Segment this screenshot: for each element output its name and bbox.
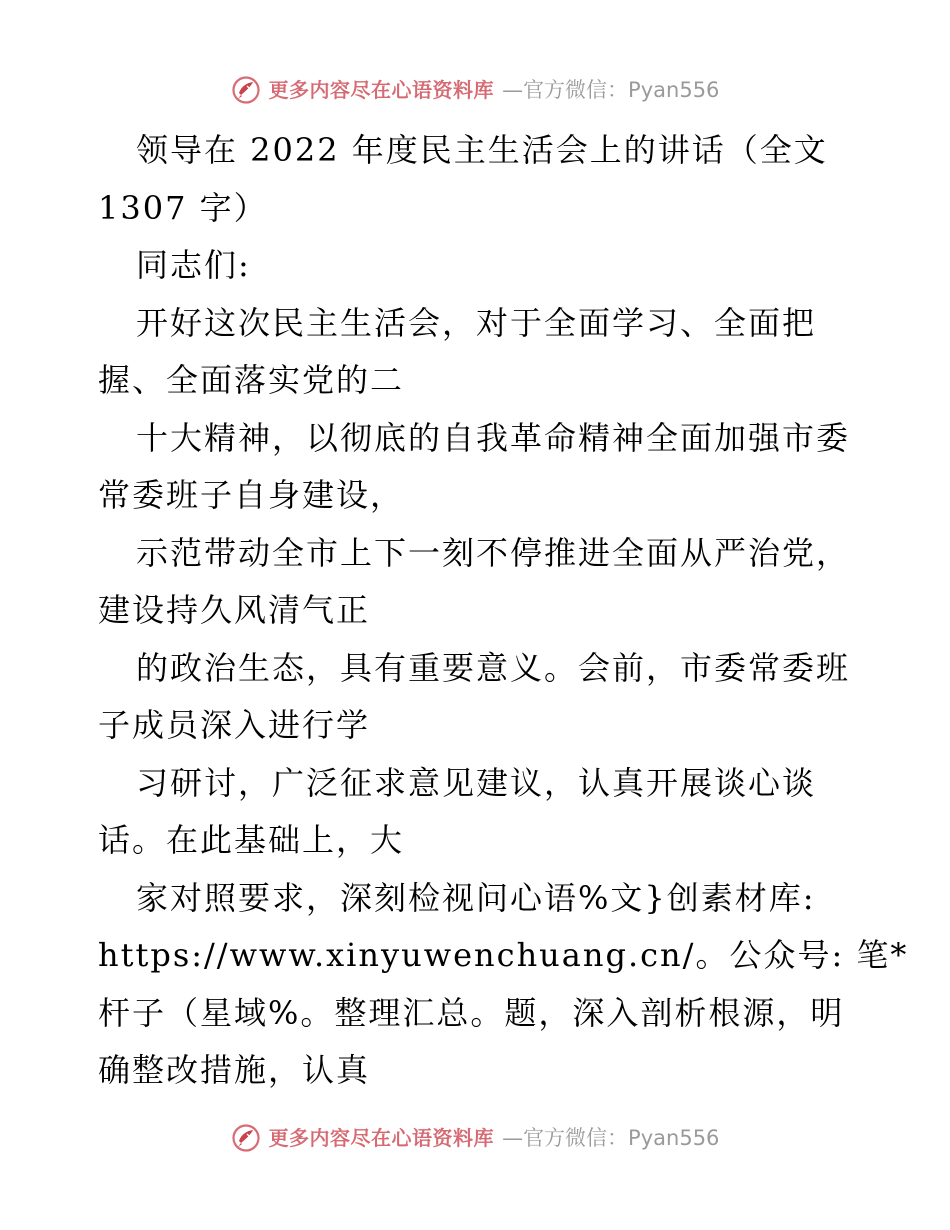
body-line: 建设持久风清气正 — [98, 591, 371, 629]
body-line: 的政治生态，具有重要意义。会前，市委常委班 — [136, 648, 851, 687]
header-watermark — [0, 70, 950, 110]
body-line: 领导在 2022 年度民主生活会上的讲话（全文 — [136, 131, 828, 169]
body-line: 握、全面落实党的二 — [98, 361, 405, 399]
footer-watermark — [0, 1118, 950, 1158]
body-line: 常委班子自身建设， — [98, 476, 405, 514]
body-line: 杆子（星域%。整理汇总。题，深入剖析根源，明 — [98, 993, 845, 1032]
body-line: 确整改措施，认真 — [98, 1051, 371, 1089]
watermark-contact: —官方微信：Pyan556 — [502, 77, 720, 102]
body-line: https://www.xinyuwenchuang.cn/。公众号: 笔* — [98, 936, 909, 974]
watermark-site-name: 更多内容尽在心语资料库 — [268, 1126, 495, 1150]
body-line: 习研讨，广泛征求意见建议，认真开展谈心谈 — [136, 763, 817, 802]
body-line: 十大精神，以彻底的自我革命精神全面加强市委 — [136, 418, 851, 457]
document-body — [98, 122, 909, 1100]
pen-logo-icon — [231, 1123, 261, 1153]
watermark-contact: —官方微信：Pyan556 — [502, 1125, 720, 1150]
body-line: 子成员深入进行学 — [98, 706, 371, 744]
body-line: 家对照要求，深刻检视问心语%文}创素材库: — [136, 878, 816, 917]
watermark-site-name: 更多内容尽在心语资料库 — [268, 78, 495, 102]
body-line: 示范带动全市上下一刻不停推进全面从严治党， — [136, 533, 851, 572]
pen-logo-icon — [231, 75, 261, 105]
body-line: 同志们: — [136, 246, 251, 284]
body-line: 1307 字） — [98, 188, 268, 227]
body-line: 开好这次民主生活会，对于全面学习、全面把 — [136, 303, 817, 342]
body-line: 话。在此基础上，大 — [98, 821, 405, 859]
